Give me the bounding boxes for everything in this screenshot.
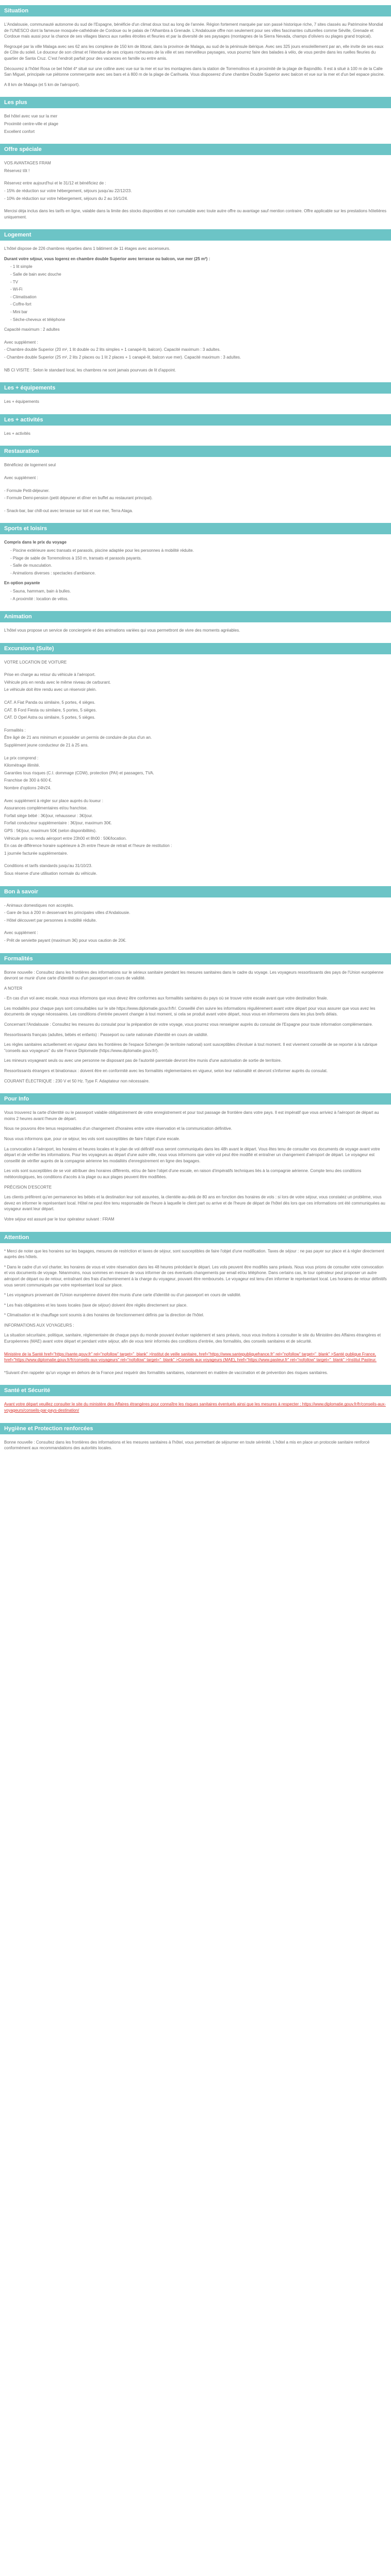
- section-content-hygiene: [0, 1439, 391, 1451]
- paragraph: * Les frais obligatoires et les taxes locales (taxe de séjour) doivent être réglés directement sur place.: [4, 1302, 188, 1308]
- text-line: - Gare de bus à 200 m desservant les principales villes d'Andalousie.: [4, 910, 131, 916]
- text-line: Nombre d'options 24h/24.: [4, 786, 52, 790]
- block-heading: Compris dans le prix du voyage: [4, 540, 67, 545]
- text-line: Les + équipements: [4, 399, 39, 404]
- paragraph: Vous trouverez la carte d'identité ou le passeport valable obligatoirement de votre enregistrement et pour tout passage de frontière dans votre pays. Il est impératif que vous arriviez à l'aéroport de départ au moins 2 heures avant l'heure de départ.: [4, 1110, 379, 1121]
- text-line: - Hôtel découvert par personnes à mobilité réduite.: [4, 918, 97, 923]
- text-line: Assurances complémentaires et/ou franchise.: [4, 806, 88, 811]
- text-line: Franchise de 300 à 600 €.: [4, 778, 52, 783]
- block-item: - Piscine extérieure avec transats et parasols, piscine adaptée pour les personnes à mobilité réduite.: [10, 548, 194, 553]
- paragraph: * Climatisation et le chauffage sont soumis à des horaires de fonctionnement définis par la direction de l'hôtel.: [4, 1313, 204, 1318]
- subheading: Durant votre séjour, vous logerez en chambre double Superior avec terrasse ou balcon, vue mer (25 m²) :: [4, 256, 210, 261]
- spacer: [4, 175, 387, 180]
- text-line: Garanties tous risques (C.I. dommage (CDW), protection (PAI) et passagers, TVA.: [4, 770, 154, 775]
- text-line: CAT. B Ford Fiesta ou similaire, 5 portes, 5 sièges.: [4, 707, 97, 713]
- spacer: [4, 694, 387, 700]
- text-line: Être âgé de 21 ans minimum et posséder un permis de conduire de plus d'un an.: [4, 735, 152, 740]
- text-line: - Snack-bar, bar chill-out avec terrasse sur toit et vue mer, Terra Alaga.: [4, 508, 133, 513]
- section-title-formalites: Formalités: [0, 953, 391, 964]
- section-content-plus: [0, 113, 391, 134]
- paragraph: INFORMATIONS AUX VOYAGEURS :: [4, 1323, 74, 1328]
- section-plus: [0, 97, 391, 134]
- link-text[interactable]: Ministère de la Santé href="https://sante.gouv.fr" rel="nofollow" target="_blank" >Institut de veille sanitaire, href="https://www.santepubliquefrance.fr" rel="nofollow" target="_blank" >Santé publique France, href="https://www.diplomatie.gouv.fr/fr/conseils-aux-voyageurs" rel="nofollow" target="_blank" >Conseils aux voyageurs (MAE), href="https://www.pasteur.fr" rel="nofollow" target="_blank" >Institut Pasteur.: [4, 1351, 377, 1363]
- feature-item: - Wi-Fi: [10, 287, 23, 292]
- section-bon: [0, 886, 391, 944]
- text-line: Réservez entre aujourd'hui et le 31/12 et bénéficiez de :: [4, 181, 106, 186]
- text-line: Proximité centre-ville et plage: [4, 121, 58, 126]
- section-excursions: [0, 643, 391, 877]
- block-item: - Animations diverses : spectacles d'ambiance.: [10, 570, 96, 575]
- spacer: [4, 858, 387, 863]
- text-line: Bel hôtel avec vue sur la mer: [4, 114, 58, 119]
- paragraph: Ressortissants français (adultes, bébés et enfants) : Passeport ou carte nationale d'identité en cours de validité.: [4, 1032, 208, 1037]
- section-content-activites: [0, 431, 391, 437]
- section-title-excursions: Excursions (Suite): [0, 643, 391, 654]
- text-line: - Chambre double Superior (25 m², 2 lits 2 places ou 1 lit 2 places + 1 canapé-lit, balcon vue mer). Capacité maximum : 3 adultes.: [4, 355, 241, 360]
- paragraph: COURANT ÉLECTRIQUE : 230 V et 50 Hz. Type F. Adaptateur non nécessaire.: [4, 1078, 150, 1083]
- feature-item: - Coffre-fort: [10, 302, 31, 307]
- text-line: Bénéficiez de logement seul: [4, 463, 56, 468]
- block-item: - Salle de musculation.: [10, 563, 52, 568]
- feature-item: - 1 lit simple: [10, 264, 32, 269]
- paragraph: Ressortissants étrangers et binationaux : doivent être en conformité avec les formalités réglementaires en vigueur, selon leur nationalité et devront s'informer auprès du consulat.: [4, 1069, 328, 1074]
- section-title-bon: Bon à savoir: [0, 886, 391, 897]
- text-line: - 10% de réduction sur votre hébergement, séjours du 2 au 16/1/24.: [4, 196, 128, 201]
- section-content-bon: [0, 903, 391, 944]
- text-line: Avec supplément à régler sur place auprès du loueur :: [4, 798, 103, 803]
- paragraph: Concernant l'Andalousie : Consultez les mesures du consulat pour la préparation de votre voyage, vous pourrez vous renseigner auprès du consulat de l'Espagne pour toute information complémentaire.: [4, 1022, 373, 1027]
- spacer: [4, 503, 387, 508]
- text-line: - Chambre double Superior (20 m², 1 lit double ou 2 lits simples + 1 canapé-lit, balcon). Capacité maximum : 3 adultes.: [4, 347, 221, 352]
- section-title-sports: Sports et loisirs: [0, 523, 391, 534]
- text-line: Supplément jeune conducteur de 21 à 25 ans.: [4, 743, 89, 748]
- block-list: [4, 548, 387, 576]
- text-line: Réservez tôt !: [4, 168, 30, 173]
- text-line: La situation sécuritaire, politique, sanitaire, réglementaire de chaque pays du monde pouvant évoluer rapidement et sans préavis, nous vous invitons à consulter le site du Ministère des Affaires étrangères et Européennes (MAE) avant votre départ et pendant votre séjour, afin de vous tenir informés des conditions d'entrée, des formalités, des conseils sanitaires et de sécurité.: [4, 1333, 381, 1344]
- text-line: Le véhicule doit être rendu avec un réservoir plein.: [4, 687, 97, 692]
- section-content-equipements: [0, 399, 391, 405]
- paragraph: Les clients préfèrent qu'en permanence les bébés et la destination leur soit assurées, la clientèle au-delà de 80 ans en fonction des horaires de vols : si lors de votre séjour, vous constatez un problème, vous devez en informer le représentant local. Hôtel ne peut être tenu responsable de l'heure à laquelle le client part ou arrive et de l'heure de départ de l'hôtel dès lors que ces informations ont été communiquées au voyageur avant leur départ.: [4, 1195, 385, 1212]
- text-line: VOTRE LOCATION DE VOITURE: [4, 659, 67, 665]
- spacer: [4, 362, 387, 367]
- paragraph: A 8 km de Malaga (et 5 km de l'aéroport).: [4, 82, 80, 87]
- section-title-situation: Situation: [0, 5, 391, 16]
- paragraph: Nous vous informons que, pour ce séjour, les vols sont susceptibles de faire l'objet d'une escale.: [4, 1137, 181, 1141]
- section-title-animation: Animation: [0, 611, 391, 622]
- section-content-animation: [0, 628, 391, 634]
- section-title-activites: Les + activités: [0, 414, 391, 426]
- section-sports: [0, 523, 391, 602]
- text-line: Sous réserve d'une utilisation normale du véhicule.: [4, 871, 97, 876]
- paragraph: Votre séjour est assuré par le tour opérateur suivant : FRAM: [4, 1216, 115, 1222]
- spacer: [4, 334, 387, 340]
- section-equipements: [0, 382, 391, 405]
- text-line: Conditions et tarifs standards jusqu'au 31/10/23.: [4, 863, 92, 869]
- text-line: Véhicule pris ou rendu aéroport entre 23h00 et 8h00 : 50€/location.: [4, 836, 127, 841]
- text-line: Avec supplément :: [4, 475, 38, 480]
- paragraph: Les vols sont susceptibles de se voir attribuer des horaires différents, et/ou de faire l'objet d'une escale, en raison d'impératifs techniques liés à la compagnie aérienne. Compte tenu des conditions météorologiques, les conditions d'accès à la plage ou aux plages peuvent être modifiées.: [4, 1168, 362, 1179]
- feature-item: - TV: [10, 279, 18, 284]
- section-content-formalites: [0, 970, 391, 1084]
- paragraph: L'hôtel dispose de 226 chambres réparties dans 1 bâtiment de 11 étages avec ascenseurs.: [4, 246, 171, 251]
- feature-list: [4, 264, 387, 323]
- spacer: [4, 470, 387, 475]
- paragraph: PRÉCISION D'ESCORTE: [4, 1184, 52, 1190]
- paragraph: Bonne nouvelle : Consultez dans les frontières des informations sur le sérieux sanitaire pendant les mesures sanitaires dans le cadre du voyage. Les voyageurs ressortissants des pays de l'Union européenne devront se munir d'une carte d'identité ou d'un passeport en cours de validité.: [4, 970, 384, 981]
- text-line: 1 journée facturée supplémentaire.: [4, 851, 68, 856]
- paragraph: Regroupé par la ville Malaga avec ses 62 ans les complexe de 150 km de littoral, dans la province de Malaga, au sud de la péninsule ibérique. Avec ses 325 jours ensoleillement par an, elle invite de ses eaux de Côte du soleil. Le douceur de son climat et l'étendue de ses criques rocheuses de la ville et ses merveilleux paysages, vous pourrez faire des balades à vélo, de vous perdre dans les ruelles fleuries du quartier de Santa Cruz. C'est l'endroit parfait pour des vacances en famille ou entre amis.: [4, 44, 384, 61]
- section-content-situation: [0, 22, 391, 88]
- section-situation: [0, 5, 391, 88]
- section-title-equipements: Les + équipements: [0, 382, 391, 394]
- section-animation: [0, 611, 391, 634]
- section-restauration: [0, 446, 391, 514]
- text-line: Kilométrage illimité.: [4, 763, 40, 768]
- section-logement: [0, 229, 391, 373]
- block-list: [4, 588, 387, 602]
- text-line: Excellent confort: [4, 129, 35, 134]
- paragraph: Les modalités pour chaque pays sont consultables sur le site https://www.diplomatie.gouv.fr/fr/. Conseillé d'en suivre les informations régulièrement avant votre départ pour vous assurer que vous avez les documents de voyage nécessaires. Les conditions d'entrée peuvent changer à tout moment, si cela se produit avant votre départ, nous vous en informerons dans les plus brefs délais.: [4, 1006, 376, 1017]
- paragraph: - En cas d'un vol avec escale, nous vous informons que vous devez être conformes aux formalités sanitaires du pays où se trouve votre escale avant que votre destination finale.: [4, 996, 328, 1001]
- feature-item: - Sèche-cheveux et téléphone: [10, 317, 66, 322]
- text-line: VOS AVANTAGES FRAM: [4, 161, 51, 166]
- text-line: - Prêt de serviette payant (maximum 3€) pour vous caution de 20€.: [4, 938, 127, 943]
- section-pourinfo: [0, 1093, 391, 1222]
- section-title-restauration: Restauration: [0, 446, 391, 457]
- text-line: Les + activités: [4, 431, 30, 436]
- paragraph: L'Andalousie, communauté autonome du sud de l'Espagne, bénéficie d'un climat doux tout au long de l'année. Région fortement marquée par son passé historique riche, 7 sites classés au Patrimoine Mondial de l'UNESCO dont la fameuse mosquée-cathédrale de Cordoue ou le palais de l'Alhambra à Grenade. L'Andalousie offre non seulement pour ses villes fascinantes culturelles comme Séville, Grenade et Cordoue mais aussi pour la chance de ses villages blancs aux ruelles étroites et fleuries et par la diversité de ses paysages (montagnes de la Sierra Nevada, champs d'oliviers ou plages grand tropical).: [4, 22, 383, 39]
- paragraph: Les règles sanitaires actuellement en vigueur dans les frontières de l'espace Schengen (le territoire national) sont susceptibles d'évoluer à tout moment. Il est vivement conseillé de se reporter à la rubrique "conseils aux voyageurs" du site France Diplomatie (https://www.diplomatie.gouv.fr/).: [4, 1042, 378, 1053]
- spacer: [4, 1365, 387, 1370]
- link-text[interactable]: Avant votre départ veuillez consulter le site du ministère des Affaires étrangères pour connaître les risques sanitaires éventuels ainsi que les mesures à respecter : https://www.diplomatie.gouv.fr/fr/conseils-aux-voyageurs/conseils-par-pays-destination/: [4, 1402, 386, 1413]
- text-line: Bonne nouvelle : Consultez dans les frontières des informations et les mesures sanitaires à l'hôtel, vous permettant de séjourner en toute sérénité. L'hôtel a mis en place un protocole sanitaire renforcé conformément aux recommandations des autorités locales.: [4, 1439, 370, 1451]
- text-line: Capacité maximum : 2 adultes: [4, 327, 60, 332]
- section-sante: [0, 1385, 391, 1413]
- feature-item: - Mini bar: [10, 310, 28, 315]
- section-title-plus: Les plus: [0, 97, 391, 108]
- text-line: Formalités :: [4, 727, 26, 733]
- section-content-offre: [0, 160, 391, 220]
- paragraph: Découvrez à l'hôtel Rosa ce bel hôtel 4* situé sur une colline avec vue sur la mer et sur les montagnes dans la station de Torremolinos et à proximité de la plage de Bajondillo. Il est à situé à 100 m de la Calle San Miguel, principale rue piétonne commerçante avec ses bars et à 800 m de la plage de Carihuela. Vous disposerez d'une chambre Double Superior avec balcon et vue sur la mer et d'un bel espace piscine.: [4, 66, 385, 77]
- section-formalites: [0, 953, 391, 1084]
- text-line: - Formule Demi-pension (petit déjeuner et dîner en buffet au restaurant principal).: [4, 496, 153, 501]
- block-heading: En option payante: [4, 581, 40, 586]
- spacer: [4, 1346, 387, 1351]
- text-line: NB CI VISITE : Selon le standard local, les chambres ne sont jamais pourvues de lit d'appoint.: [4, 367, 176, 372]
- section-title-hygiene: Hygiène et Protection renforcées: [0, 1423, 391, 1434]
- feature-item: - Climatisation: [10, 294, 37, 299]
- text-line: L'hôtel vous propose un service de conciergerie et des animations variées qui vous permettront de vivre des moments agréables.: [4, 628, 240, 633]
- paragraph: * Les voyageurs provenant de l'Union européenne doivent être munis d'une carte d'identité ou d'un passeport en cours de validité.: [4, 1293, 241, 1298]
- text-line: Forfait siège bébé : 3€/jour, rehausseur : 3€/jour.: [4, 813, 93, 818]
- section-title-sante: Santé et Sécurité: [0, 1385, 391, 1396]
- block-item: - Sauna, hammam, bain à bulles.: [10, 588, 71, 594]
- paragraph: La convocation à l'aéroport, les horaires et heures locales et le plan de vol définitif vous seront communiqués dans les 48h avant le départ. Vous êtes tenu de consulter vos documents de voyage avant votre départ et de vérifier les informations. Pour les voyageurs au départ d'une autre ville, nous vous informons que votre vol peut être modifié et entraîner un changement d'aéroport de départ. Le voyageur est conseillé de vérifier auprès de la compagnie aérienne les modalités d'enregistrement en ligne des bagages.: [4, 1146, 380, 1163]
- paragraph: * Dans le cadre d'un vol charter, les horaires de vous et votre réservation dans les 48 heures précédant le départ. Les vols peuvent être modifiés sans préavis. Nous vous prions de consulter votre convocation et vos documents de voyage. Néanmoins, nous sommes en mesure de vous informer de ces éventuels changements par email et/ou téléphone. Dans certains cas, le tour opérateur peut proposer un autre aéroport de départ ou de retour, entraînant des frais d'acheminement à la charge du voyageur, pouvant être remboursés. Le voyageur est tenu d'en informer le représentant local. Les horaires de retour définitifs vous seront communiqués par votre représentant local sur place.: [4, 1264, 387, 1287]
- paragraph: * Merci de noter que les horaires sur les bagages, mesures de restriction et taxes de séjour, sont susceptibles de faire l'objet d'une modification. Taxes de séjour : ne pas payer sur place et à régler directement auprès des hôtels.: [4, 1248, 384, 1260]
- section-hygiene: [0, 1423, 391, 1451]
- paragraph: Nous ne pouvons être tenus responsables d'un changement d'horaires entre votre réservation et la communication définitive.: [4, 1126, 232, 1131]
- spacer: [4, 722, 387, 727]
- text-line: Avec supplément :: [4, 930, 38, 936]
- spacer: [4, 667, 387, 672]
- feature-item: - Salle de bain avec douche: [10, 272, 61, 277]
- text-line: CAT. D Opel Astra ou similaire, 5 portes, 5 sièges.: [4, 715, 95, 720]
- section-content-excursions: [0, 659, 391, 877]
- spacer: [4, 483, 387, 488]
- spacer: [4, 793, 387, 798]
- paragraph: A NOTER: [4, 986, 23, 991]
- section-content-pourinfo: [0, 1110, 391, 1222]
- text-line: En cas de différence horaire supérieure à 2h entre l'heure de retrait et l'heure de restitution :: [4, 843, 172, 849]
- section-content-logement: [0, 246, 391, 373]
- spacer: [4, 750, 387, 755]
- section-title-pourinfo: Pour Info: [0, 1093, 391, 1105]
- section-offre: [0, 144, 391, 220]
- text-line: GPS : 5€/jour, maximum 50€ (selon disponibilités).: [4, 828, 97, 833]
- section-activites: [0, 414, 391, 437]
- section-content-sante: [0, 1401, 391, 1413]
- text-line: - Formule Petit-déjeuner.: [4, 488, 50, 493]
- block-item: - Plage de sable de Torremolinos à 150 m, transats et parasols payants.: [10, 555, 142, 561]
- text-line: Le prix comprend :: [4, 755, 39, 760]
- text-line: CAT. A Fiat Panda ou similaire, 5 portes, 4 sièges.: [4, 700, 95, 705]
- block-item: - A proximité : location de vélos.: [10, 596, 69, 601]
- spacer: [4, 203, 387, 208]
- paragraph: Les mineurs voyageant seuls ou avec une personne ne disposant pas de l'autorité parentale devront être munis d'une autorisation de sortie de territoire.: [4, 1058, 282, 1063]
- text-line: - Animaux domestiques non acceptés.: [4, 903, 74, 908]
- text-line: Prise en charge au retour du véhicule à l'aéroport.: [4, 672, 96, 677]
- text-line: Forfait conducteur supplémentaire : 3€/jour, maximum 30€.: [4, 821, 112, 826]
- text-line: Mercisi déja inclus dans les tarifs en ligne, valable dans la limite des stocks disponibles et non cumulable avec toute autre offre ou avantage sauf mention contraire. Offre applicable sur les prestations hôtelières uniquement.: [4, 209, 387, 219]
- section-title-offre: Offre spéciale: [0, 144, 391, 155]
- text-line: *Suivant d'en rappeler qu'un voyage en dehors de la France peut requérir des formalités sanitaires, notamment en matière de vaccination et de prévention des risques sanitaires.: [4, 1370, 328, 1375]
- text-line: - 15% de réduction sur votre hébergement, séjours jusqu'au 22/12/23.: [4, 188, 132, 193]
- section-title-attention: Attention: [0, 1232, 391, 1243]
- section-content-sports: [0, 539, 391, 602]
- text-line: Véhicule pris en rendu avec le même niveau de carburant.: [4, 680, 111, 685]
- text-line: Avec supplément :: [4, 340, 38, 345]
- section-content-restauration: [0, 462, 391, 514]
- spacer: [4, 925, 387, 930]
- section-content-attention: [0, 1248, 391, 1376]
- section-title-logement: Logement: [0, 229, 391, 241]
- section-attention: [0, 1232, 391, 1376]
